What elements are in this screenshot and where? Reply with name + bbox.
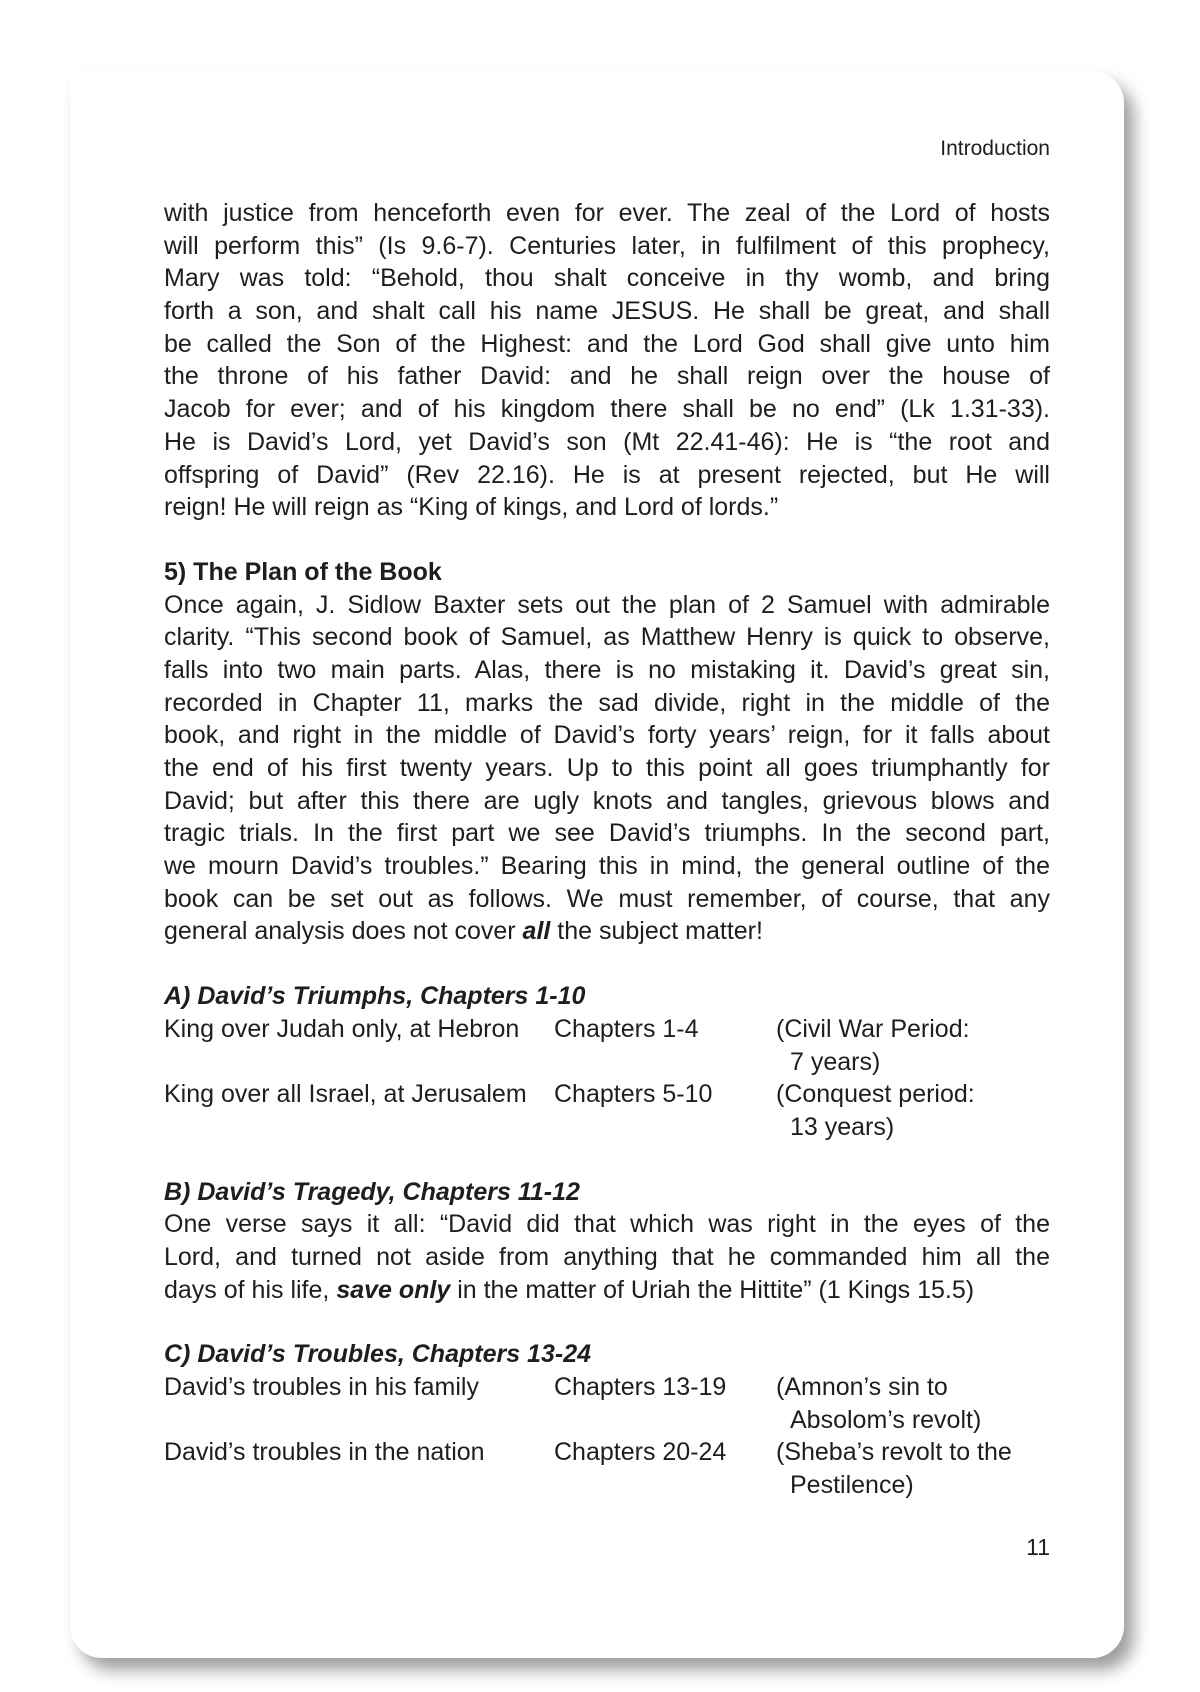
- line-text: general analysis does not cover: [164, 917, 523, 946]
- outline-note-line: Absolom’s revolt): [790, 1405, 982, 1434]
- outline-row: [164, 1436, 1050, 1501]
- outline-row: [164, 1013, 1050, 1078]
- paragraph-line: tragic trials. In the first part we see David’s triumphs. In the second part,: [164, 819, 1050, 848]
- paragraph-line: Mary was told: “Behold, thou shalt conceive in thy womb, and bring: [164, 264, 1050, 293]
- outline-note-line: (Civil War Period:: [776, 1014, 970, 1043]
- paragraph-line: Once again, J. Sidlow Baxter sets out the plan of 2 Samuel with admirable: [164, 590, 1050, 619]
- outline-row: [164, 1371, 1050, 1436]
- intro-paragraph: [164, 197, 1050, 524]
- paragraph-line: we mourn David’s troubles.” Bearing this in mind, the general outline of the: [164, 852, 1050, 881]
- outline-note-line: (Sheba’s revolt to the: [776, 1438, 1012, 1467]
- paragraph-line: Jacob for ever; and of his kingdom there shall be no end” (Lk 1.31-33).: [164, 395, 1050, 424]
- paragraph-line: forth a son, and shalt call his name JESUS. He shall be great, and shall: [164, 297, 1050, 326]
- line-text: days of his life,: [164, 1275, 337, 1304]
- outline-chapters: Chapters 13-19: [554, 1373, 727, 1402]
- line-text: in the matter of Uriah the Hittite” (1 Kings 15.5): [450, 1275, 975, 1304]
- tragedy-paragraph: [164, 1208, 1050, 1306]
- paragraph-line: offspring of David” (Rev 22.16). He is at present rejected, but He will: [164, 460, 1050, 489]
- line-text: the subject matter!: [550, 917, 763, 946]
- emphasis-text: all: [522, 917, 551, 946]
- section-heading: 5) The Plan of the Book: [164, 557, 442, 586]
- outline-heading-troubles: C) David’s Troubles, Chapters 13-24: [164, 1340, 592, 1369]
- paragraph-line: with justice from henceforth even for ever. The zeal of the Lord of hosts: [164, 199, 1050, 227]
- paragraph-line: David; but after this there are ugly knots and tangles, grievous blows and: [164, 786, 1050, 815]
- outline-chapters: Chapters 1-4: [554, 1014, 699, 1043]
- outline-heading-tragedy: B) David’s Tragedy, Chapters 11-12: [164, 1177, 580, 1206]
- paragraph-line: be called the Son of the Highest: and the Lord God shall give unto him: [164, 329, 1050, 358]
- plan-paragraph: [164, 589, 1050, 949]
- paragraph-line: [164, 1274, 1050, 1307]
- paragraph-line: book, and right in the middle of David’s forty years’ reign, for it falls about: [164, 721, 1050, 750]
- outline-note: [776, 1078, 1050, 1143]
- outline-note: [776, 1436, 1050, 1501]
- outline-note-line: 7 years): [790, 1047, 881, 1076]
- paragraph-line: falls into two main parts. Alas, there is no mistaking it. David’s great sin,: [164, 655, 1050, 684]
- paragraph-line: book can be set out as follows. We must remember, of course, that any: [164, 884, 1050, 913]
- outline-note: [776, 1013, 1050, 1078]
- outline-note: [776, 1371, 1050, 1436]
- outline-chapters: Chapters 20-24: [554, 1438, 727, 1467]
- paragraph-line: the end of his first twenty years. Up to this point all goes triumphantly for: [164, 754, 1050, 782]
- paragraph-line: recorded in Chapter 11, marks the sad divide, right in the middle of the: [164, 688, 1050, 717]
- outline-description: David’s troubles in his family: [164, 1373, 479, 1402]
- outline-heading-triumphs: A) David’s Triumphs, Chapters 1-10: [164, 982, 586, 1011]
- outline-description: King over all Israel, at Jerusalem: [164, 1080, 527, 1109]
- paragraph-line: clarity. “This second book of Samuel, as Matthew Henry is quick to observe,: [164, 623, 1050, 652]
- page-content: [164, 133, 1050, 1502]
- emphasis-text: save only: [336, 1275, 451, 1304]
- running-header: Introduction: [940, 137, 1050, 160]
- outline-row: [164, 1078, 1050, 1143]
- paragraph-line: [164, 915, 1050, 948]
- paragraph-line: One verse says it all: “David did that which was right in the eyes of the: [164, 1210, 1050, 1239]
- paragraph-line: reign! He will reign as “King of kings, and Lord of lords.”: [164, 493, 779, 522]
- paragraph-line: the throne of his father David: and he shall reign over the house of: [164, 362, 1050, 391]
- outline-description: David’s troubles in the nation: [164, 1438, 485, 1467]
- outline-note-line: Pestilence): [790, 1471, 914, 1500]
- outline-note-line: (Amnon’s sin to: [776, 1373, 948, 1402]
- paragraph-line: He is David’s Lord, yet David’s son (Mt 22.41-46): He is “the root and: [164, 427, 1050, 456]
- page-number: 11: [1026, 1534, 1050, 1560]
- paragraph-line: Lord, and turned not aside from anything that he commanded him all the: [164, 1243, 1050, 1271]
- outline-note-line: (Conquest period:: [776, 1080, 975, 1109]
- paragraph-line: will perform this” (Is 9.6-7). Centuries later, in fulfilment of this prophecy,: [164, 231, 1050, 260]
- outline-note-line: 13 years): [790, 1112, 895, 1141]
- outline-description: King over Judah only, at Hebron: [164, 1014, 520, 1043]
- outline-chapters: Chapters 5-10: [554, 1080, 713, 1109]
